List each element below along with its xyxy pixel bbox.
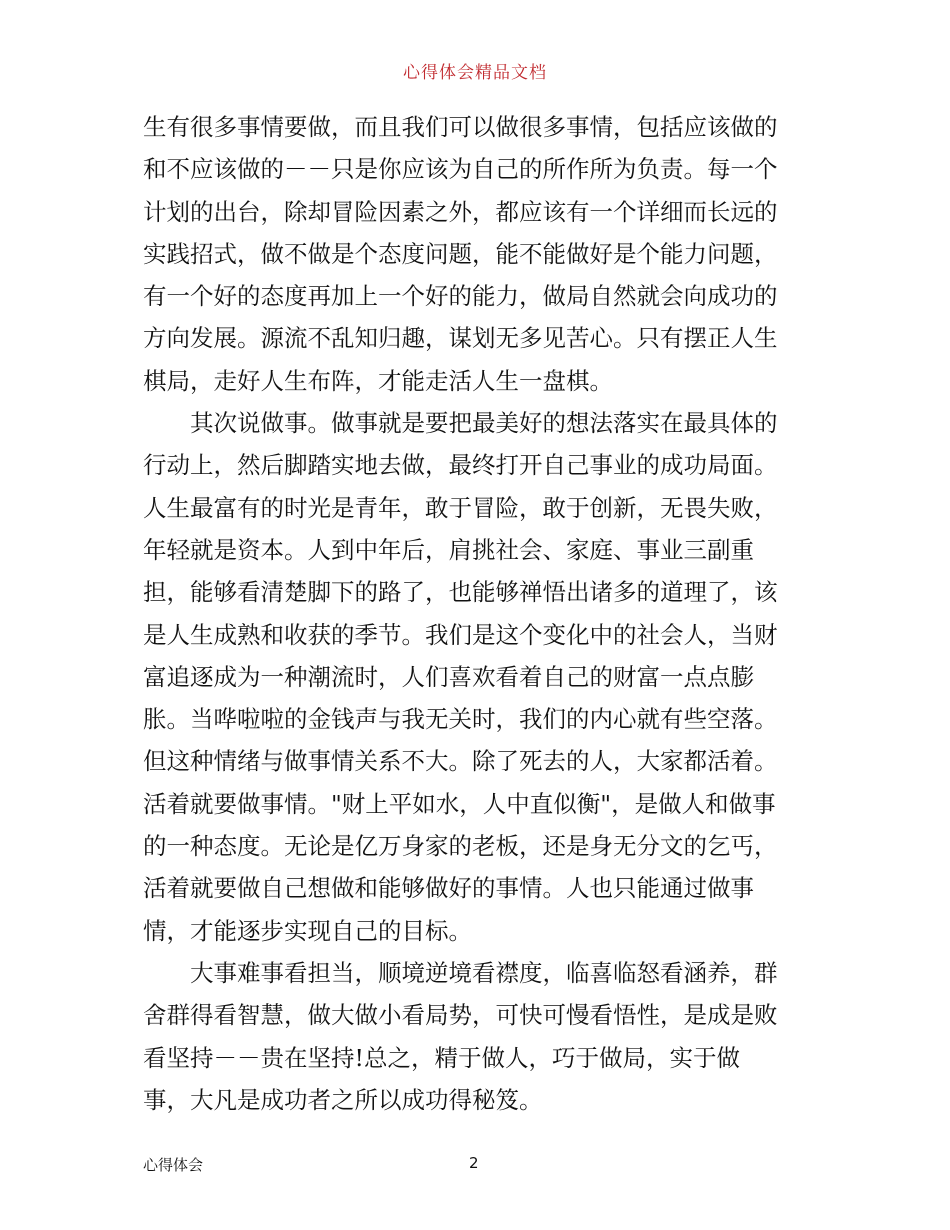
text-line: 舍群得看智慧，做大做小看局势，可快可慢看悟性，是成是败 (143, 1001, 778, 1030)
text-line: 行动上，然后脚踏实地去做，最终打开自己事业的成功局面。 (143, 451, 778, 480)
text-line: 生有很多事情要做，而且我们可以做很多事情，包括应该做的 (143, 113, 778, 141)
text-line: 活着就要做自己想做和能够做好的事情。人也只能通过做事 (143, 874, 754, 903)
text-line: 人生最富有的时光是青年，敢于冒险，敢于创新，无畏失败， (143, 493, 778, 522)
text-line: 是人生成熟和收获的季节。我们是这个变化中的社会人，当财 (143, 620, 778, 649)
text-line: 活着就要做事情。"财上平如水，人中直似衡"，是做人和做事 (143, 789, 776, 818)
text-line: 事，大凡是成功者之所以成功得秘笈。 (143, 1085, 543, 1114)
text-line: 方向发展。源流不乱知归趣，谋划无多见苦心。只有摆正人生 (143, 324, 778, 353)
document-header-title: 心得体会精品文档 (403, 63, 547, 83)
text-line: 但这种情绪与做事情关系不大。除了死去的人，大家都活着。 (143, 747, 778, 776)
text-line: 有一个好的态度再加上一个好的能力，做局自然就会向成功的 (143, 282, 778, 311)
paragraph-start-line: 大事难事看担当，顺境逆境看襟度，临喜临怒看涵养，群 (190, 958, 778, 987)
text-line: 胀。当哗啦啦的金钱声与我无关时，我们的内心就有些空落。 (143, 705, 778, 734)
text-line: 年轻就是资本。人到中年后，肩挑社会、家庭、事业三副重 (143, 535, 754, 564)
paragraph-start-line: 其次说做事。做事就是要把最美好的想法落实在最具体的 (190, 409, 778, 438)
text-line: 富追逐成为一种潮流时，人们喜欢看着自己的财富一点点膨 (143, 662, 754, 691)
text-line: 计划的出台，除却冒险因素之外，都应该有一个详细而长远的 (143, 197, 778, 226)
page-number: 2 (469, 1154, 479, 1172)
text-line: 看坚持－－贵在坚持!总之，精于做人，巧于做局，实于做 (143, 1043, 740, 1072)
text-line: 棋局，走好人生布阵，才能走活人生一盘棋。 (143, 366, 613, 395)
text-line: 的一种态度。无论是亿万身家的老板，还是身无分文的乞丐， (143, 832, 778, 861)
text-line: 担，能够看清楚脚下的路了，也能够禅悟出诸多的道理了，该 (143, 578, 778, 607)
document-body (143, 106, 813, 1121)
text-line: 和不应该做的－－只是你应该为自己的所作所为负责。每一个 (143, 155, 778, 184)
text-line: 情，才能逐步实现自己的目标。 (143, 916, 472, 945)
text-line: 实践招式，做不做是个态度问题，能不能做好是个能力问题， (143, 239, 778, 268)
footer-label: 心得体会 (143, 1156, 204, 1174)
